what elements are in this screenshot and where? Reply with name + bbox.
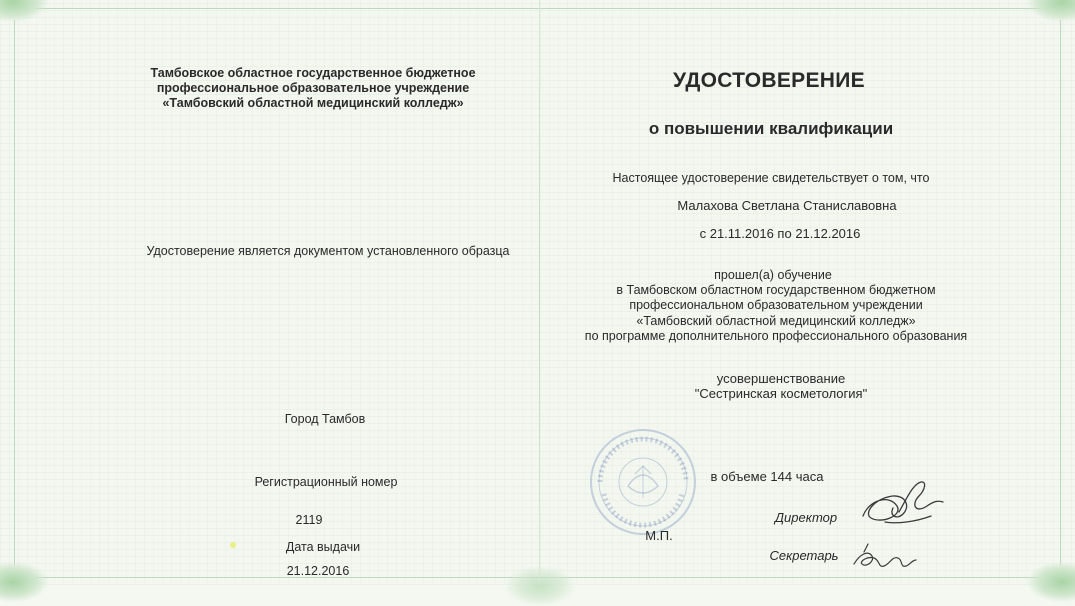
- training-line-5: по программе дополнительного профессионального образования: [584, 329, 968, 343]
- stamp-place-label: М.П.: [645, 528, 673, 543]
- corner-ornament-top-right: [1027, 0, 1075, 22]
- official-document-note: Удостоверение является документом установленного образца: [146, 244, 510, 258]
- registration-number-label: Регистрационный номер: [254, 475, 398, 489]
- secretary-label: Секретарь: [769, 548, 839, 563]
- border-top: [28, 8, 1048, 9]
- director-signature: [855, 478, 945, 533]
- center-fold: [539, 0, 540, 585]
- yellow-mark: [230, 542, 236, 548]
- issue-date-value: 21.12.2016: [286, 564, 350, 578]
- director-label: Директор: [774, 510, 838, 525]
- corner-ornament-bottom-right: [1027, 562, 1075, 602]
- institution-line-2: профессиональное образовательное учреждение: [156, 81, 470, 95]
- training-line-4: «Тамбовский областной медицинский колледж»: [636, 314, 916, 328]
- document-title: УДОСТОВЕРЕНИЕ: [673, 69, 865, 92]
- corner-ornament-bottom-left: [0, 562, 48, 602]
- border-right: [1060, 20, 1061, 565]
- training-line-2: в Тамбовском областном государственном бюджетном: [616, 283, 936, 297]
- program-name: "Сестринская косметология": [694, 386, 868, 401]
- training-volume: в объеме 144 часа: [710, 469, 824, 484]
- certifies-text: Настоящее удостоверение свидетельствует о том, что: [612, 171, 930, 185]
- training-line-1: прошел(а) обучение: [714, 268, 832, 282]
- document-subtitle: о повышении квалификации: [648, 119, 894, 138]
- border-left: [14, 20, 15, 565]
- institution-line-3: «Тамбовский областной медицинский колледж»: [162, 96, 464, 110]
- city-label: Город Тамбов: [284, 412, 366, 426]
- holder-name: Малахова Светлана Станиславовна: [677, 198, 897, 213]
- training-line-3: профессиональном образовательном учреждении: [629, 298, 923, 312]
- fold-ornament-bottom: [505, 566, 575, 606]
- institution-seal-stamp: [588, 428, 698, 536]
- corner-ornament-top-left: [0, 0, 48, 22]
- registration-number-value: 2119: [295, 513, 323, 527]
- training-period: с 21.11.2016 по 21.12.2016: [699, 226, 861, 241]
- institution-line-1: Тамбовское областное государственное бюджетное: [150, 66, 476, 80]
- issue-date-label: Дата выдачи: [285, 540, 361, 554]
- secretary-signature: [850, 538, 920, 580]
- program-type: усовершенствование: [716, 371, 846, 386]
